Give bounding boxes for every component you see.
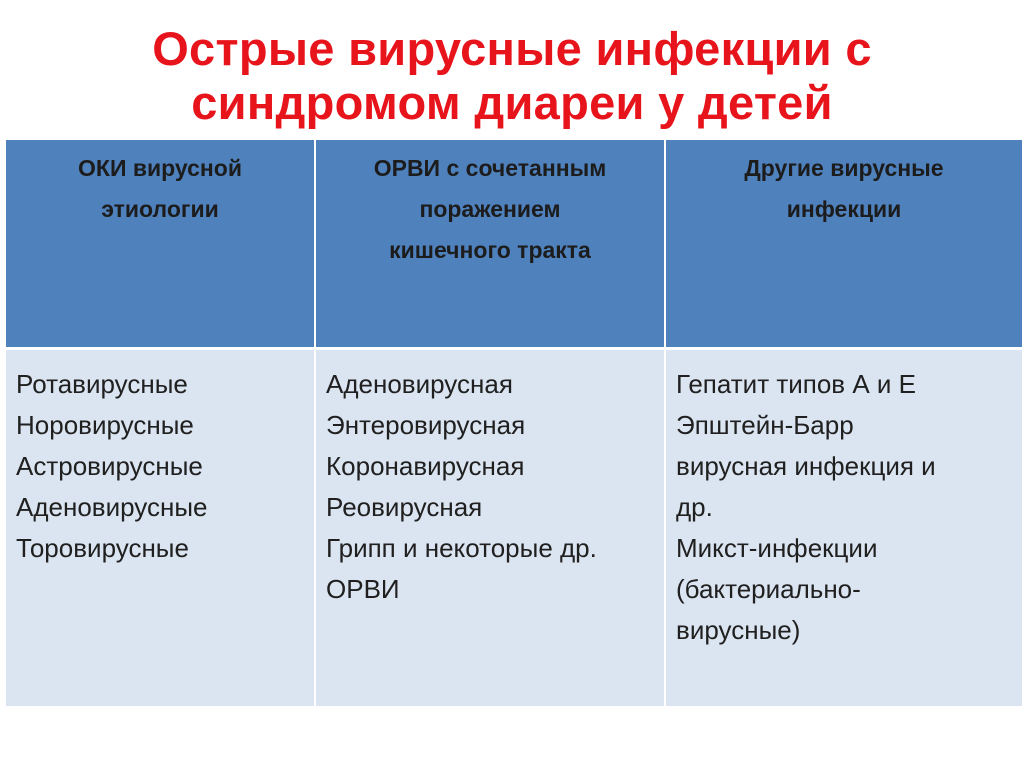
header-line: инфекции bbox=[786, 196, 902, 222]
list-item: Астровирусные bbox=[16, 451, 203, 481]
slide-title-line-1: Острые вирусные инфекции с bbox=[152, 22, 872, 75]
list-item: вирусная инфекция и bbox=[676, 451, 936, 481]
header-cell-orvi bbox=[315, 140, 665, 349]
body-cell-viral-oki bbox=[6, 349, 315, 707]
list-item: (бактериально- bbox=[676, 574, 861, 604]
table-body-row bbox=[6, 349, 1022, 707]
list-item: Реовирусная bbox=[326, 492, 483, 522]
slide-title bbox=[0, 22, 1024, 130]
header-line: ОКИ вирусной bbox=[78, 155, 242, 181]
header-line: этиологии bbox=[101, 196, 219, 222]
list-item: Эпштейн-Барр bbox=[676, 410, 854, 440]
list-item: Аденовирусная bbox=[326, 369, 513, 399]
header-line: ОРВИ с сочетанным bbox=[373, 155, 607, 181]
table-header-row bbox=[6, 140, 1022, 349]
header-cell-other bbox=[665, 140, 1022, 349]
list-item: Энтеровирусная bbox=[326, 410, 526, 440]
header-line: кишечного тракта bbox=[389, 237, 591, 263]
list-item: Грипп и некоторые др. bbox=[326, 533, 597, 563]
list-item: Ротавирусные bbox=[16, 369, 188, 399]
list-item: др. bbox=[676, 492, 713, 522]
list-item: ОРВИ bbox=[326, 574, 400, 604]
list-item: Норовирусные bbox=[16, 410, 194, 440]
header-line: Другие вирусные bbox=[744, 155, 944, 181]
header-cell-viral-oki bbox=[6, 140, 315, 349]
slide-title-line-2: синдромом диареи у детей bbox=[191, 76, 833, 129]
infections-table bbox=[6, 140, 1022, 706]
list-item: Коронавирусная bbox=[326, 451, 525, 481]
header-line: поражением bbox=[419, 196, 561, 222]
list-item: Гепатит типов А и Е bbox=[676, 369, 916, 399]
list-item: Аденовирусные bbox=[16, 492, 208, 522]
list-item: Торовирусные bbox=[16, 533, 189, 563]
body-cell-other bbox=[665, 349, 1022, 707]
list-item: вирусные) bbox=[676, 615, 801, 645]
list-item: Микст-инфекции bbox=[676, 533, 878, 563]
body-cell-orvi bbox=[315, 349, 665, 707]
